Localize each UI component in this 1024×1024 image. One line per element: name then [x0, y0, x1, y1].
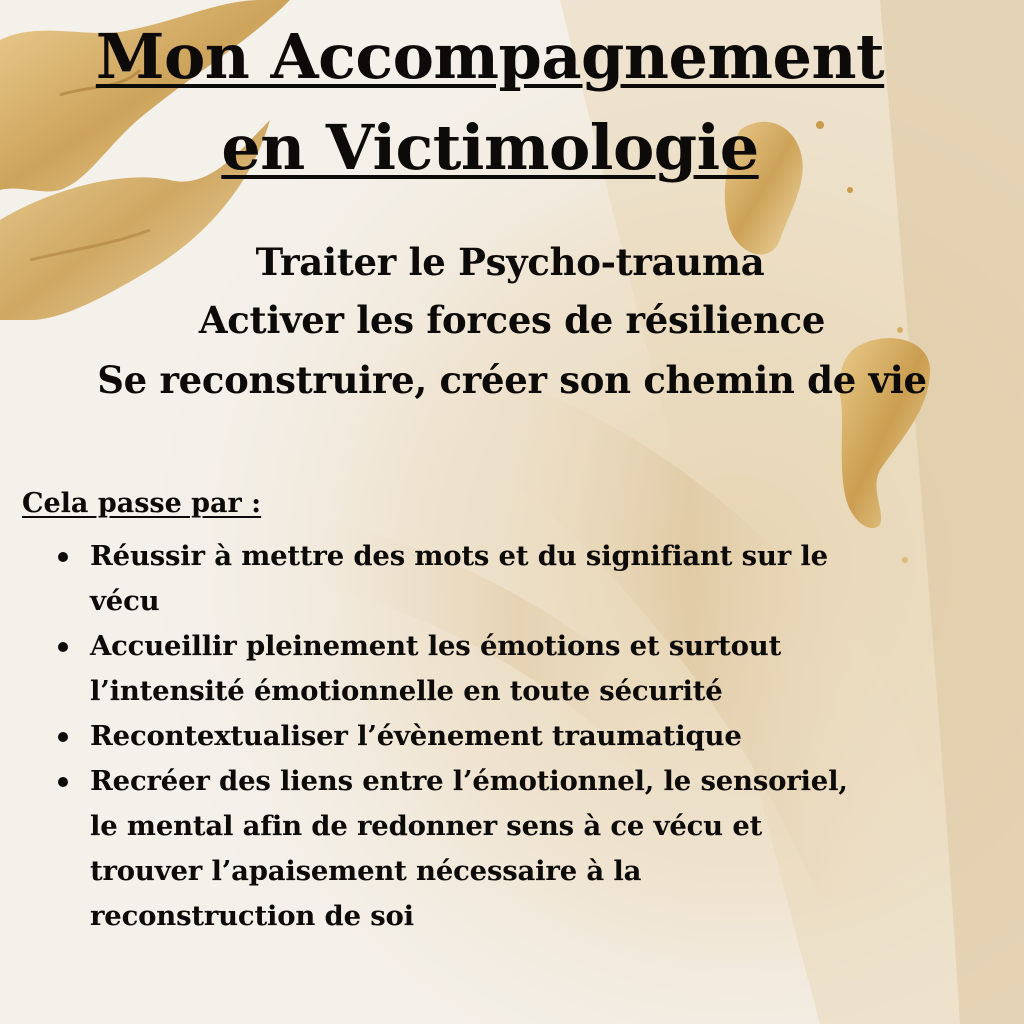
title-line-1: Mon Accompagnement — [95, 20, 885, 93]
list-item-line: reconstruction de soi — [90, 900, 414, 932]
bullet-dot-icon — [58, 777, 68, 787]
list-item — [54, 624, 984, 714]
list-item-line: le mental afin de redonner sens à ce vécu et — [90, 810, 763, 842]
list-item-line: l’intensité émotionnelle en toute sécurité — [90, 675, 723, 707]
title-line-2: en Victimologie — [221, 111, 759, 184]
list-item-line: Recontextualiser l’évènement traumatique — [90, 720, 742, 752]
approach-list — [54, 534, 984, 939]
list-item-line: trouver l’apaisement nécessaire à la — [90, 855, 642, 887]
list-item-line: vécu — [90, 585, 160, 617]
bullet-dot-icon — [58, 732, 68, 742]
list-item — [54, 759, 984, 939]
bullet-dot-icon — [58, 552, 68, 562]
list-item-line: Recréer des liens entre l’émotionnel, le sensoriel, — [90, 765, 848, 797]
tagline-3: Se reconstruire, créer son chemin de vie — [97, 358, 927, 402]
list-item — [54, 714, 984, 759]
section-label: Cela passe par : — [22, 488, 262, 519]
tagline-1: Traiter le Psycho-trauma — [255, 240, 765, 284]
bullet-dot-icon — [58, 642, 68, 652]
tagline-2: Activer les forces de résilience — [198, 298, 826, 342]
list-item — [54, 534, 984, 624]
list-item-line: Accueillir pleinement les émotions et surtout — [90, 630, 782, 662]
list-item-line: Réussir à mettre des mots et du signifiant sur le — [90, 540, 828, 572]
